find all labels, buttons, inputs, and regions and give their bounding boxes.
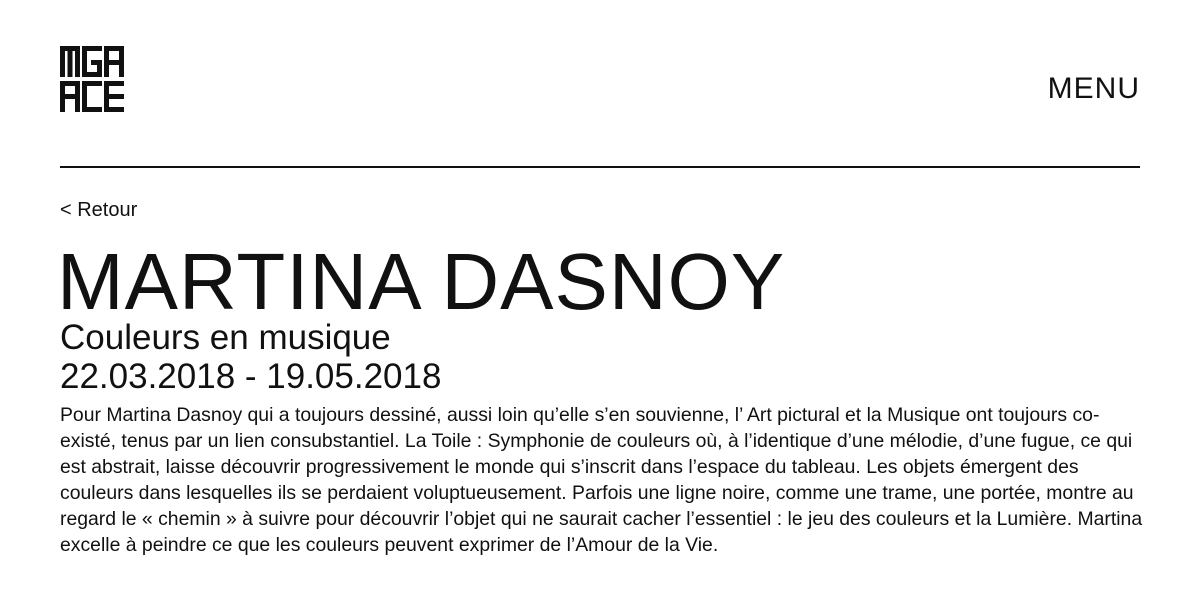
menu-button[interactable]: MENU [1047,72,1140,105]
site-logo[interactable] [60,46,124,112]
exhibition-dates: 22.03.2018 - 19.05.2018 [60,357,442,396]
exhibition-title: Couleurs en musique [60,318,391,357]
back-link[interactable]: < Retour [60,199,138,221]
artist-name: MARTINA DASNOY [57,237,786,326]
exhibition-description: Pour Martina Dasnoy qui a toujours dessiné, aussi loin qu’elle s’en souvienne, l’ Art pictural et la Musique ont toujours co-existé, tenus par un lien consubstantiel. La Toile : Symphonie de couleurs où, à l’identique d’une mélodie, d’une fugue, ce qui est abstrait, laisse découvrir progressivement le monde qui s’inscrit dans l’espace du tableau. Les objets émergent des couleurs dans lesquelles ils se perdaient voluptueusement. Parfois une ligne noire, comme une trame, une portée, montre au regard le « chemin » à suivre pour découvrir l’objet qui ne saurait cacher l’essentiel : le jeu des couleurs et la Lumière. Martina excelle à peindre ce que les couleurs peuvent exprimer de l’Amour de la Vie. [60,404,1143,556]
header-divider [60,166,1140,168]
mgac-logo-icon [60,46,124,112]
